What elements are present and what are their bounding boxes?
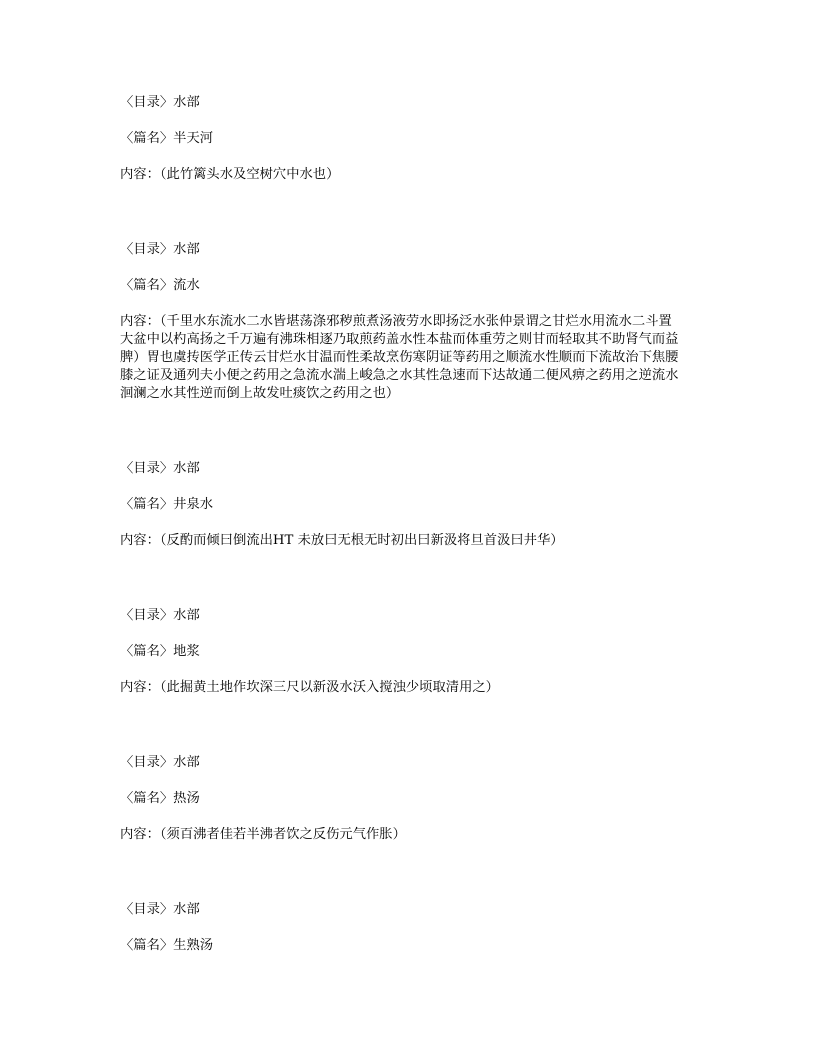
title-line: 〈篇名〉热汤 xyxy=(120,791,200,806)
entry-banshihe xyxy=(120,94,680,184)
catalog-line: 〈目录〉水部 xyxy=(120,608,200,623)
title-line: 〈篇名〉生熟汤 xyxy=(120,938,214,953)
title-line: 〈篇名〉流水 xyxy=(120,278,200,293)
entry-retang xyxy=(120,754,680,844)
catalog-line: 〈目录〉水部 xyxy=(120,95,200,110)
content-line: 内容：（此竹篱头水及空树穴中水也） xyxy=(120,167,340,182)
entry-liushui xyxy=(120,241,680,403)
title-line: 〈篇名〉井泉水 xyxy=(120,497,214,512)
title-line: 〈篇名〉地浆 xyxy=(120,644,200,659)
catalog-line: 〈目录〉水部 xyxy=(120,755,200,770)
entry-jingquanshui xyxy=(120,460,680,550)
content-line: 内容：（此掘黄土地作坎深三尺以新汲水沃入搅浊少顷取清用之） xyxy=(120,680,499,695)
catalog-line: 〈目录〉水部 xyxy=(120,902,200,917)
content-line: 内容：（千里水东流水二水皆堪荡涤邪秽煎煮汤液劳水即扬泛水张仲景谓之甘烂水用流水二斗置大盆中以杓高扬之千万遍有沸珠相逐乃取煎药盖水性本盐而体重劳之则甘而轻取其不助肾气而益脾）胃也虞抟医学正传云甘烂水甘温而性柔故烹伤寒阴证等药用之顺流水性顺而下流故治下焦腰膝之证及通列夫小便之药用之急流水湍上峻急之水其性急速而下达故通二便风痹之药用之逆流水洄澜之水其性逆而倒上故发吐痰饮之药用之也） xyxy=(120,314,679,401)
entry-shengshutang xyxy=(120,901,680,955)
document-page xyxy=(120,94,680,1012)
content-line: 内容：（反酌而倾曰倒流出HT 未放曰无根无时初出曰新汲将旦首汲曰井华） xyxy=(120,533,564,548)
entry-dijiang xyxy=(120,607,680,697)
title-line: 〈篇名〉半天河 xyxy=(120,131,214,146)
content-line: 内容：（须百沸者佳若半沸者饮之反伤元气作胀） xyxy=(120,827,406,842)
catalog-line: 〈目录〉水部 xyxy=(120,242,200,257)
catalog-line: 〈目录〉水部 xyxy=(120,461,200,476)
